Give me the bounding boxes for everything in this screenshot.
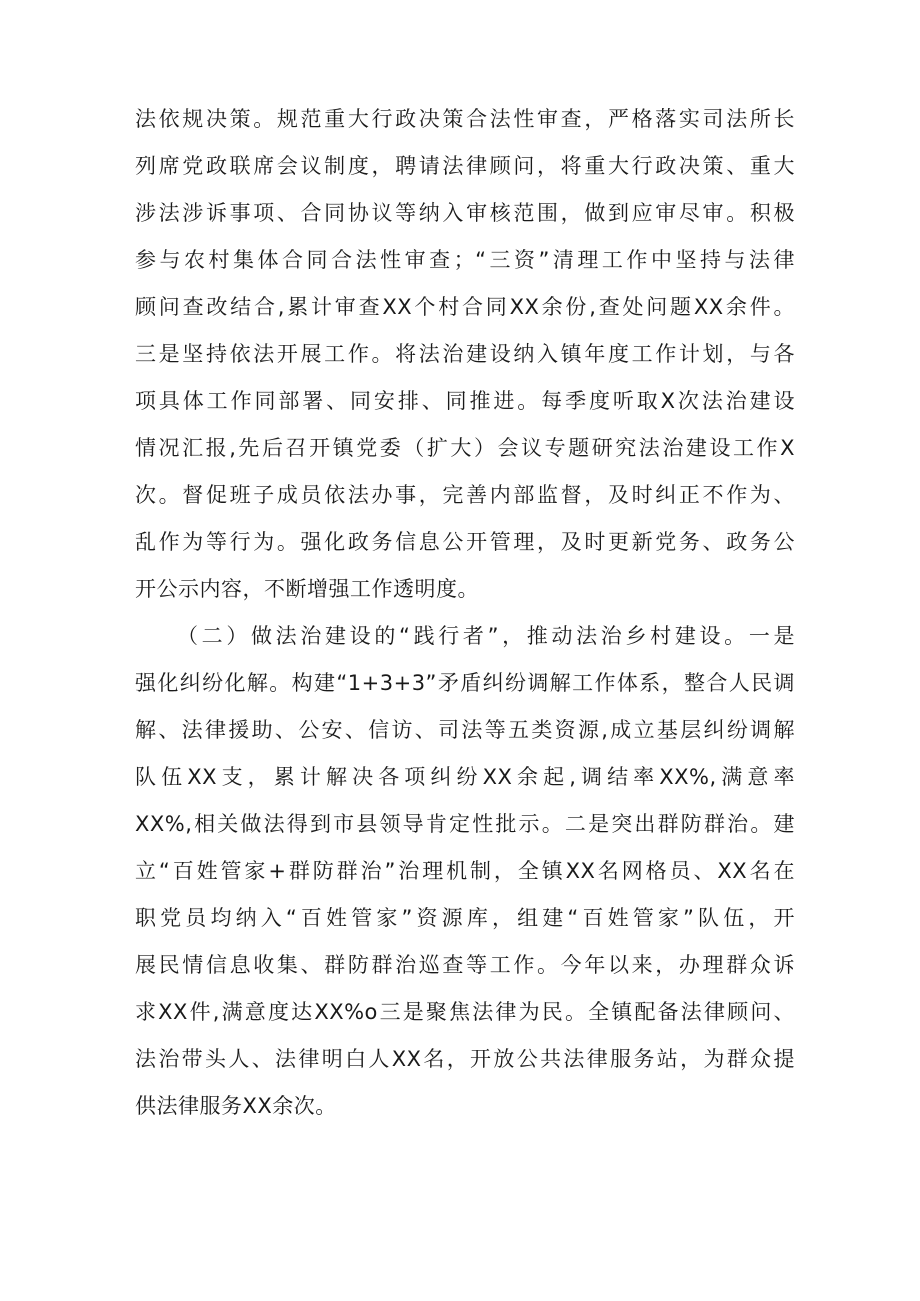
paragraph-2	[135, 613, 795, 1130]
text-line: 参与农村集体合同合法性审查；“三资”清理工作中坚持与法律	[135, 248, 795, 272]
text-line: 职党员均纳入“百姓管家”资源库，组建“百姓管家”队伍，开	[135, 906, 795, 930]
text-line: 展民情信息收集、群防群治巡查等工作。今年以来，办理群众诉	[135, 953, 795, 977]
text-line: 立“百姓管家+群防群治”治理机制，全镇XX名网格员、XX名在	[135, 859, 795, 883]
text-line: 强化纠纷化解。构建“1+3+3”矛盾纠纷调解工作体系，整合人民调	[135, 671, 795, 695]
text-line: 解、法律援助、公安、信访、司法等五类资源,成立基层纠纷调解	[135, 718, 795, 742]
text-line: 乱作为等行为。强化政务信息公开管理，及时更新党务、政务公	[135, 530, 795, 554]
text-line: 开公示内容，不断增强工作透明度。	[135, 577, 479, 601]
text-line: 列席党政联席会议制度，聘请法律顾问，将重大行政决策、重大	[135, 154, 795, 178]
text-line: 供法律服务XX余次。	[135, 1094, 337, 1118]
text-line: 法治带头人、法律明白人XX名，开放公共法律服务站，为群众提	[135, 1047, 795, 1071]
text-line: 队伍XX支，累计解决各项纠纷XX余起,调结率XX%,满意率	[135, 765, 795, 789]
text-line: 情况汇报,先后召开镇党委（扩大）会议专题研究法治建设工作X	[135, 436, 795, 460]
text-line: 涉法涉诉事项、合同协议等纳入审核范围，做到应审尽审。积极	[135, 201, 795, 225]
text-line: 三是坚持依法开展工作。将法治建设纳入镇年度工作计划，与各	[135, 342, 795, 366]
paragraph-1	[135, 96, 795, 613]
text-line: 项具体工作同部署、同安排、同推进。每季度听取X次法治建设	[135, 389, 795, 413]
text-line: 顾问查改结合,累计审查XX个村合同XX余份,查处问题XX余件。	[135, 295, 795, 319]
section-heading-line: （二）做法治建设的“践行者”，推动法治乡村建设。一是	[177, 624, 795, 648]
text-line: XX%,相关做法得到市县领导肯定性批示。二是突出群防群治。建	[135, 812, 795, 836]
text-line: 求XX件,满意度达XX%o三是聚焦法律为民。全镇配备法律顾问、	[135, 1000, 795, 1024]
text-line: 次。督促班子成员依法办事，完善内部监督，及时纠正不作为、	[135, 483, 795, 507]
document-body	[135, 96, 795, 1130]
text-line: 法依规决策。规范重大行政决策合法性审查，严格落实司法所长	[135, 107, 795, 131]
